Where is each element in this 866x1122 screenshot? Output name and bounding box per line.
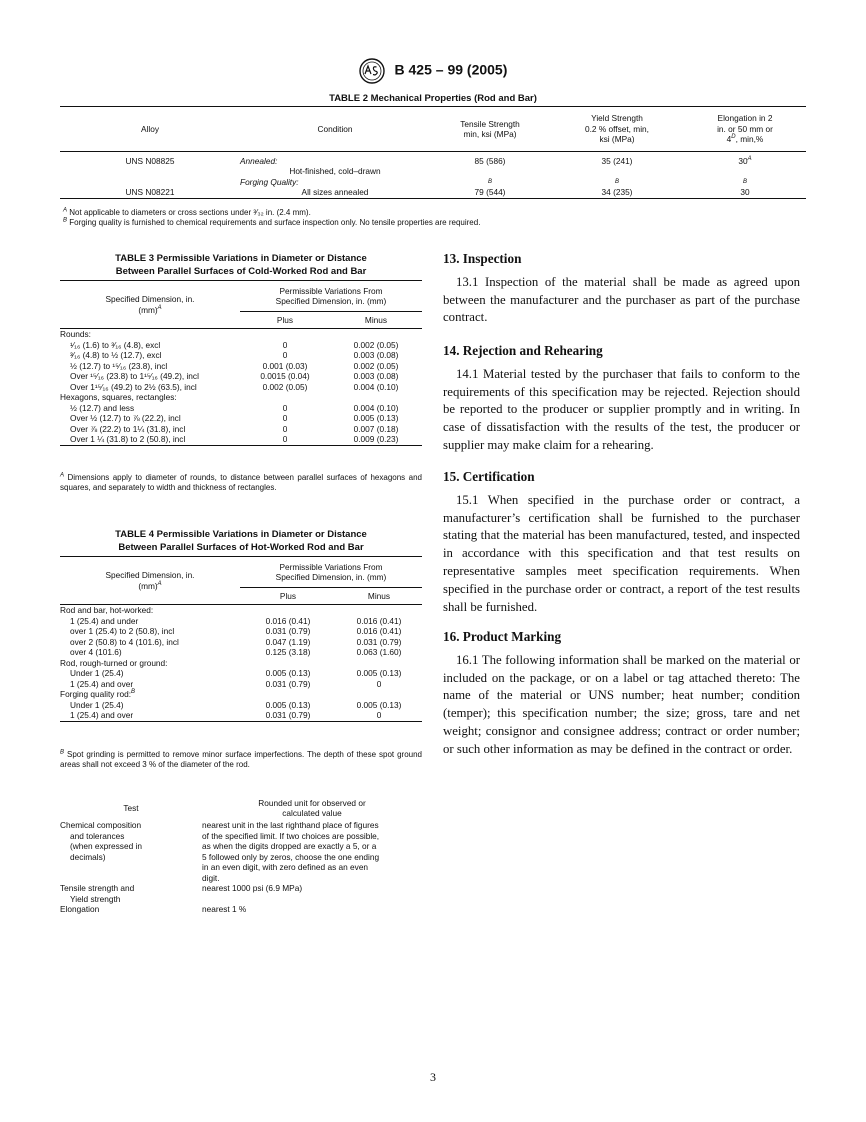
t4-col-plus: Plus — [279, 590, 297, 601]
t4-col-permissible: Permissible Variations From Specified Dimension, in. (mm) — [240, 557, 422, 588]
table-row — [60, 904, 422, 915]
table-row — [60, 647, 422, 658]
minus-value: 0.005 (0.13) — [353, 413, 399, 423]
document-header — [0, 58, 866, 84]
row-label: ³⁄₁₆ (4.8) to ½ (12.7), excl — [70, 350, 162, 360]
table3 — [60, 280, 422, 446]
plus-value: 0.005 (0.13) — [265, 668, 311, 678]
minus-value: 0.016 (0.41) — [356, 626, 402, 636]
plus-value — [240, 329, 330, 340]
plus-value: 0.005 (0.13) — [265, 699, 311, 710]
minus-value: 0.003 (0.08) — [353, 350, 399, 360]
table-row — [60, 626, 422, 637]
table4-footnote: $^B$ Spot grinding is permitted to remove minor surface imperfections. The depth of these spot ground areas shall not exceed 3 % of the diameter of the rod. — [60, 749, 422, 769]
row-label: Under 1 (25.4) — [70, 699, 124, 710]
section-16 — [443, 628, 800, 759]
plus-value: 0.031 (0.79) — [265, 626, 311, 636]
minus-value: 0.009 (0.23) — [330, 434, 422, 445]
section-15 — [443, 468, 800, 616]
plus-value: 0 — [282, 402, 288, 413]
t3-col-plus: Plus — [276, 314, 294, 325]
row-label: Rod and bar, hot-worked: — [60, 605, 154, 615]
plus-value: 0.125 (3.18) — [265, 647, 311, 657]
plus-value: 0.0015 (0.04) — [260, 371, 310, 381]
plus-value: 0.002 (0.05) — [262, 381, 308, 392]
section-15-text: 15.1 When specified in the purchase order or contract, a manufacturer’s certification shall be furnished to the purchaser stating that the material has been manufactured, tested, and inspected in accordance with this specification and that test results on representative samples meet specification requirements. When specified in the purchase order or contract, a report of the test results shall be furnished. — [443, 492, 800, 614]
table-row — [60, 350, 422, 361]
table-row — [60, 820, 422, 883]
minus-value: 0.063 (1.60) — [356, 647, 402, 657]
section-13-title: 13. Inspection — [443, 251, 522, 266]
minus-value: 0.016 (0.41) — [356, 615, 402, 626]
plus-value — [240, 689, 336, 700]
test-name: Elongation — [60, 904, 100, 914]
minus-value: 0 — [376, 678, 382, 689]
rounded-unit: nearest unit in the last righthand place of figures of the specified limit. If two choices are possible, as when the digits dropped are exactly a 5, or a 5 followed only by zeros, choose the one ending in an even digit, with zero defined as an even digit. — [202, 820, 380, 883]
section-15-title: 15. Certification — [443, 469, 535, 484]
table-row — [60, 668, 422, 679]
table-row — [60, 424, 422, 435]
section-14-text: 14.1 Material tested by the purchaser that fails to conform to the requirements of this specification may be rejected. Rejection should be reported to the producer or supplier promptly and in writing. In case of dissatisfaction with the results of the test, the producer or supplier may make claim for a rehearing. — [443, 366, 800, 452]
minus-value — [336, 605, 422, 616]
plus-value: 0.031 (0.79) — [240, 710, 336, 721]
minus-value: 0.004 (0.10) — [353, 402, 399, 413]
plus-value: 0.001 (0.03) — [262, 360, 308, 371]
table-row — [60, 329, 422, 340]
table-row — [60, 700, 422, 711]
table3-footnote: $^A$ Dimensions apply to diameter of rounds, to distance between parallel surfaces of hexagons and squares, and separately to width and thickness of rectangles. — [60, 472, 422, 492]
table4 — [60, 556, 422, 722]
row-label: ½ (12.7) to ¹⁵⁄₁₆ (23.8), incl — [70, 360, 168, 371]
row-label: Rounds: — [60, 329, 91, 339]
table-row — [60, 883, 422, 904]
table3-title: TABLE 3 Permissible Variations in Diameter or Distance Between Parallel Surfaces of Cold-Worked Rod and Bar — [115, 253, 367, 277]
page-number: 3 — [430, 1070, 436, 1084]
table-row — [60, 637, 422, 648]
plus-value — [240, 658, 336, 669]
t3-col-permissible: Permissible Variations From Specified Dimension, in. (mm) — [240, 281, 422, 312]
section-16-title: 16. Product Marking — [443, 629, 562, 644]
t5-col-test: Test — [123, 802, 139, 813]
t5-col-rounded: Rounded unit for observed or calculated value — [258, 797, 366, 818]
minus-value: 0.002 (0.05) — [353, 360, 399, 371]
plus-value — [240, 605, 336, 616]
plus-value: 0 — [282, 350, 288, 360]
table-row — [60, 403, 422, 414]
table-row — [60, 679, 422, 690]
table2-footnotes: $^A$ Not applicable to diameters or cross sections under ³⁄₃₂ in. (2.4 mm). $^B$ Forging quality is furnished to chemical requirements and surface inspection only. No tensile properties are required. — [63, 207, 481, 227]
col-alloy: Alloy — [60, 107, 240, 152]
row-label: 1 (25.4) and under — [70, 615, 139, 626]
test-name: Tensile strength and Yield strength — [60, 883, 135, 904]
row-label: over 1 (25.4) to 2 (50.8), incl — [70, 626, 175, 636]
row-label: 1 (25.4) and over — [70, 678, 134, 689]
astm-logo-icon — [359, 58, 385, 84]
row-label: 1 (25.4) and over — [60, 710, 240, 721]
minus-value: 0.007 (0.18) — [353, 423, 399, 434]
table-row: Forging Quality: B B B — [240, 176, 747, 187]
plus-value: 0 — [282, 413, 288, 423]
table-row — [60, 616, 422, 627]
designation: B 425 – 99 (2005) — [394, 61, 508, 78]
plus-value: 0.016 (0.41) — [265, 615, 311, 626]
row-label: Over ½ (12.7) to ⅞ (22.2), incl — [70, 413, 181, 423]
table-row — [60, 371, 422, 382]
table-row — [60, 382, 422, 393]
row-label: Over 1 ¼ (31.8) to 2 (50.8), incl — [60, 434, 240, 445]
row-label: over 2 (50.8) to 4 (101.6), incl — [70, 636, 179, 647]
plus-value — [240, 392, 330, 403]
table-row: UNS N08825 Annealed: 85 (586) 35 (241) $30^A$ — [125, 155, 752, 166]
minus-value — [330, 392, 422, 403]
section-16-text: 16.1 The following information shall be marked on the material or included on the package, or on a label or tag attached thereto: The name of the material or UNS number; heat number; condition (temper); this specification number; the size; gross, tare and net weight; consignor and consignee address; contract or order number; or such other information as may be defined in the contract or order. — [443, 652, 800, 756]
col-yield: Yield Strength 0.2 % offset, min, ksi (MPa) — [550, 107, 684, 152]
table-row — [60, 361, 422, 372]
minus-value: 0.004 (0.10) — [353, 381, 399, 392]
plus-value: 0.031 (0.79) — [265, 678, 311, 689]
row-label: Forging quality rod:$^B$ — [60, 689, 136, 699]
row-label: ¹⁄₁₆ (1.6) to ³⁄₁₆ (4.8), excl — [70, 339, 161, 350]
table-row — [60, 340, 422, 351]
table-row: Hot-finished, cold–drawn — [289, 166, 381, 176]
minus-value — [336, 689, 422, 700]
plus-value: 0 — [240, 434, 330, 445]
table-row — [60, 689, 422, 700]
table-row — [60, 605, 422, 616]
row-label: over 4 (101.6) — [70, 647, 122, 657]
t4-col-dimension: Specified Dimension, in. (mm)$^A$ — [60, 557, 240, 605]
table-row — [60, 413, 422, 424]
t4-col-minus: Minus — [367, 590, 391, 601]
section-13 — [443, 250, 800, 327]
row-label: Hexagons, squares, rectangles: — [60, 392, 177, 402]
plus-value: 0 — [282, 423, 288, 434]
table-row — [60, 392, 422, 403]
row-label: Over 1¹⁵⁄₁₆ (49.2) to 2½ (63.5), incl — [70, 381, 197, 392]
t3-col-dimension: Specified Dimension, in. (mm)$^A$ — [60, 281, 240, 329]
section-14 — [443, 342, 800, 455]
table4-title: TABLE 4 Permissible Variations in Diameter or Distance Between Parallel Surfaces of Hot-Worked Rod and Bar — [115, 529, 367, 553]
section-13-text: 13.1 Inspection of the material shall be made as agreed upon between the manufacturer and the purchaser as part of the purchase contract. — [443, 274, 800, 325]
col-tensile: Tensile Strength min, ksi (MPa) — [430, 107, 550, 152]
plus-value: 0.047 (1.19) — [265, 636, 311, 647]
plus-value: 0 — [282, 339, 288, 350]
minus-value: 0 — [336, 710, 422, 721]
rounding-table — [60, 796, 422, 915]
table2 — [60, 106, 806, 199]
rounded-unit: nearest 1 % — [202, 904, 247, 914]
section-14-title: 14. Rejection and Rehearing — [443, 343, 603, 358]
row-label: Over ⅞ (22.2) to 1¼ (31.8), incl — [70, 423, 186, 434]
table2-title: TABLE 2 Mechanical Properties (Rod and Bar) — [329, 93, 537, 104]
minus-value: 0.005 (0.13) — [356, 668, 402, 678]
minus-value: 0.031 (0.79) — [356, 636, 402, 647]
rounded-unit: nearest 1000 psi (6.9 MPa) — [202, 883, 303, 893]
minus-value: 0.002 (0.05) — [353, 339, 399, 350]
minus-value — [330, 329, 422, 340]
row-label: Under 1 (25.4) — [70, 668, 124, 678]
col-elongation: Elongation in 2 in. or 50 mm or $4^D$, min,% — [684, 107, 806, 152]
minus-value: 0.003 (0.08) — [353, 371, 399, 381]
minus-value: 0.005 (0.13) — [356, 699, 402, 710]
table-row — [60, 710, 422, 721]
t3-col-minus: Minus — [364, 314, 388, 325]
test-name: Chemical composition and tolerances (when expressed in decimals) — [60, 820, 142, 862]
row-label: Over ¹⁵⁄₁₆ (23.8) to 1¹⁵⁄₁₆ (49.2), incl — [70, 371, 199, 381]
table-row — [60, 434, 422, 445]
table-row — [60, 658, 422, 669]
minus-value — [336, 658, 422, 669]
table-row: UNS N08221 All sizes annealed 79 (544) 34 (235) 30 — [60, 187, 806, 198]
row-label: ½ (12.7) and less — [70, 402, 135, 413]
col-condition: Condition — [240, 107, 430, 152]
row-label: Rod, rough-turned or ground: — [60, 657, 168, 668]
